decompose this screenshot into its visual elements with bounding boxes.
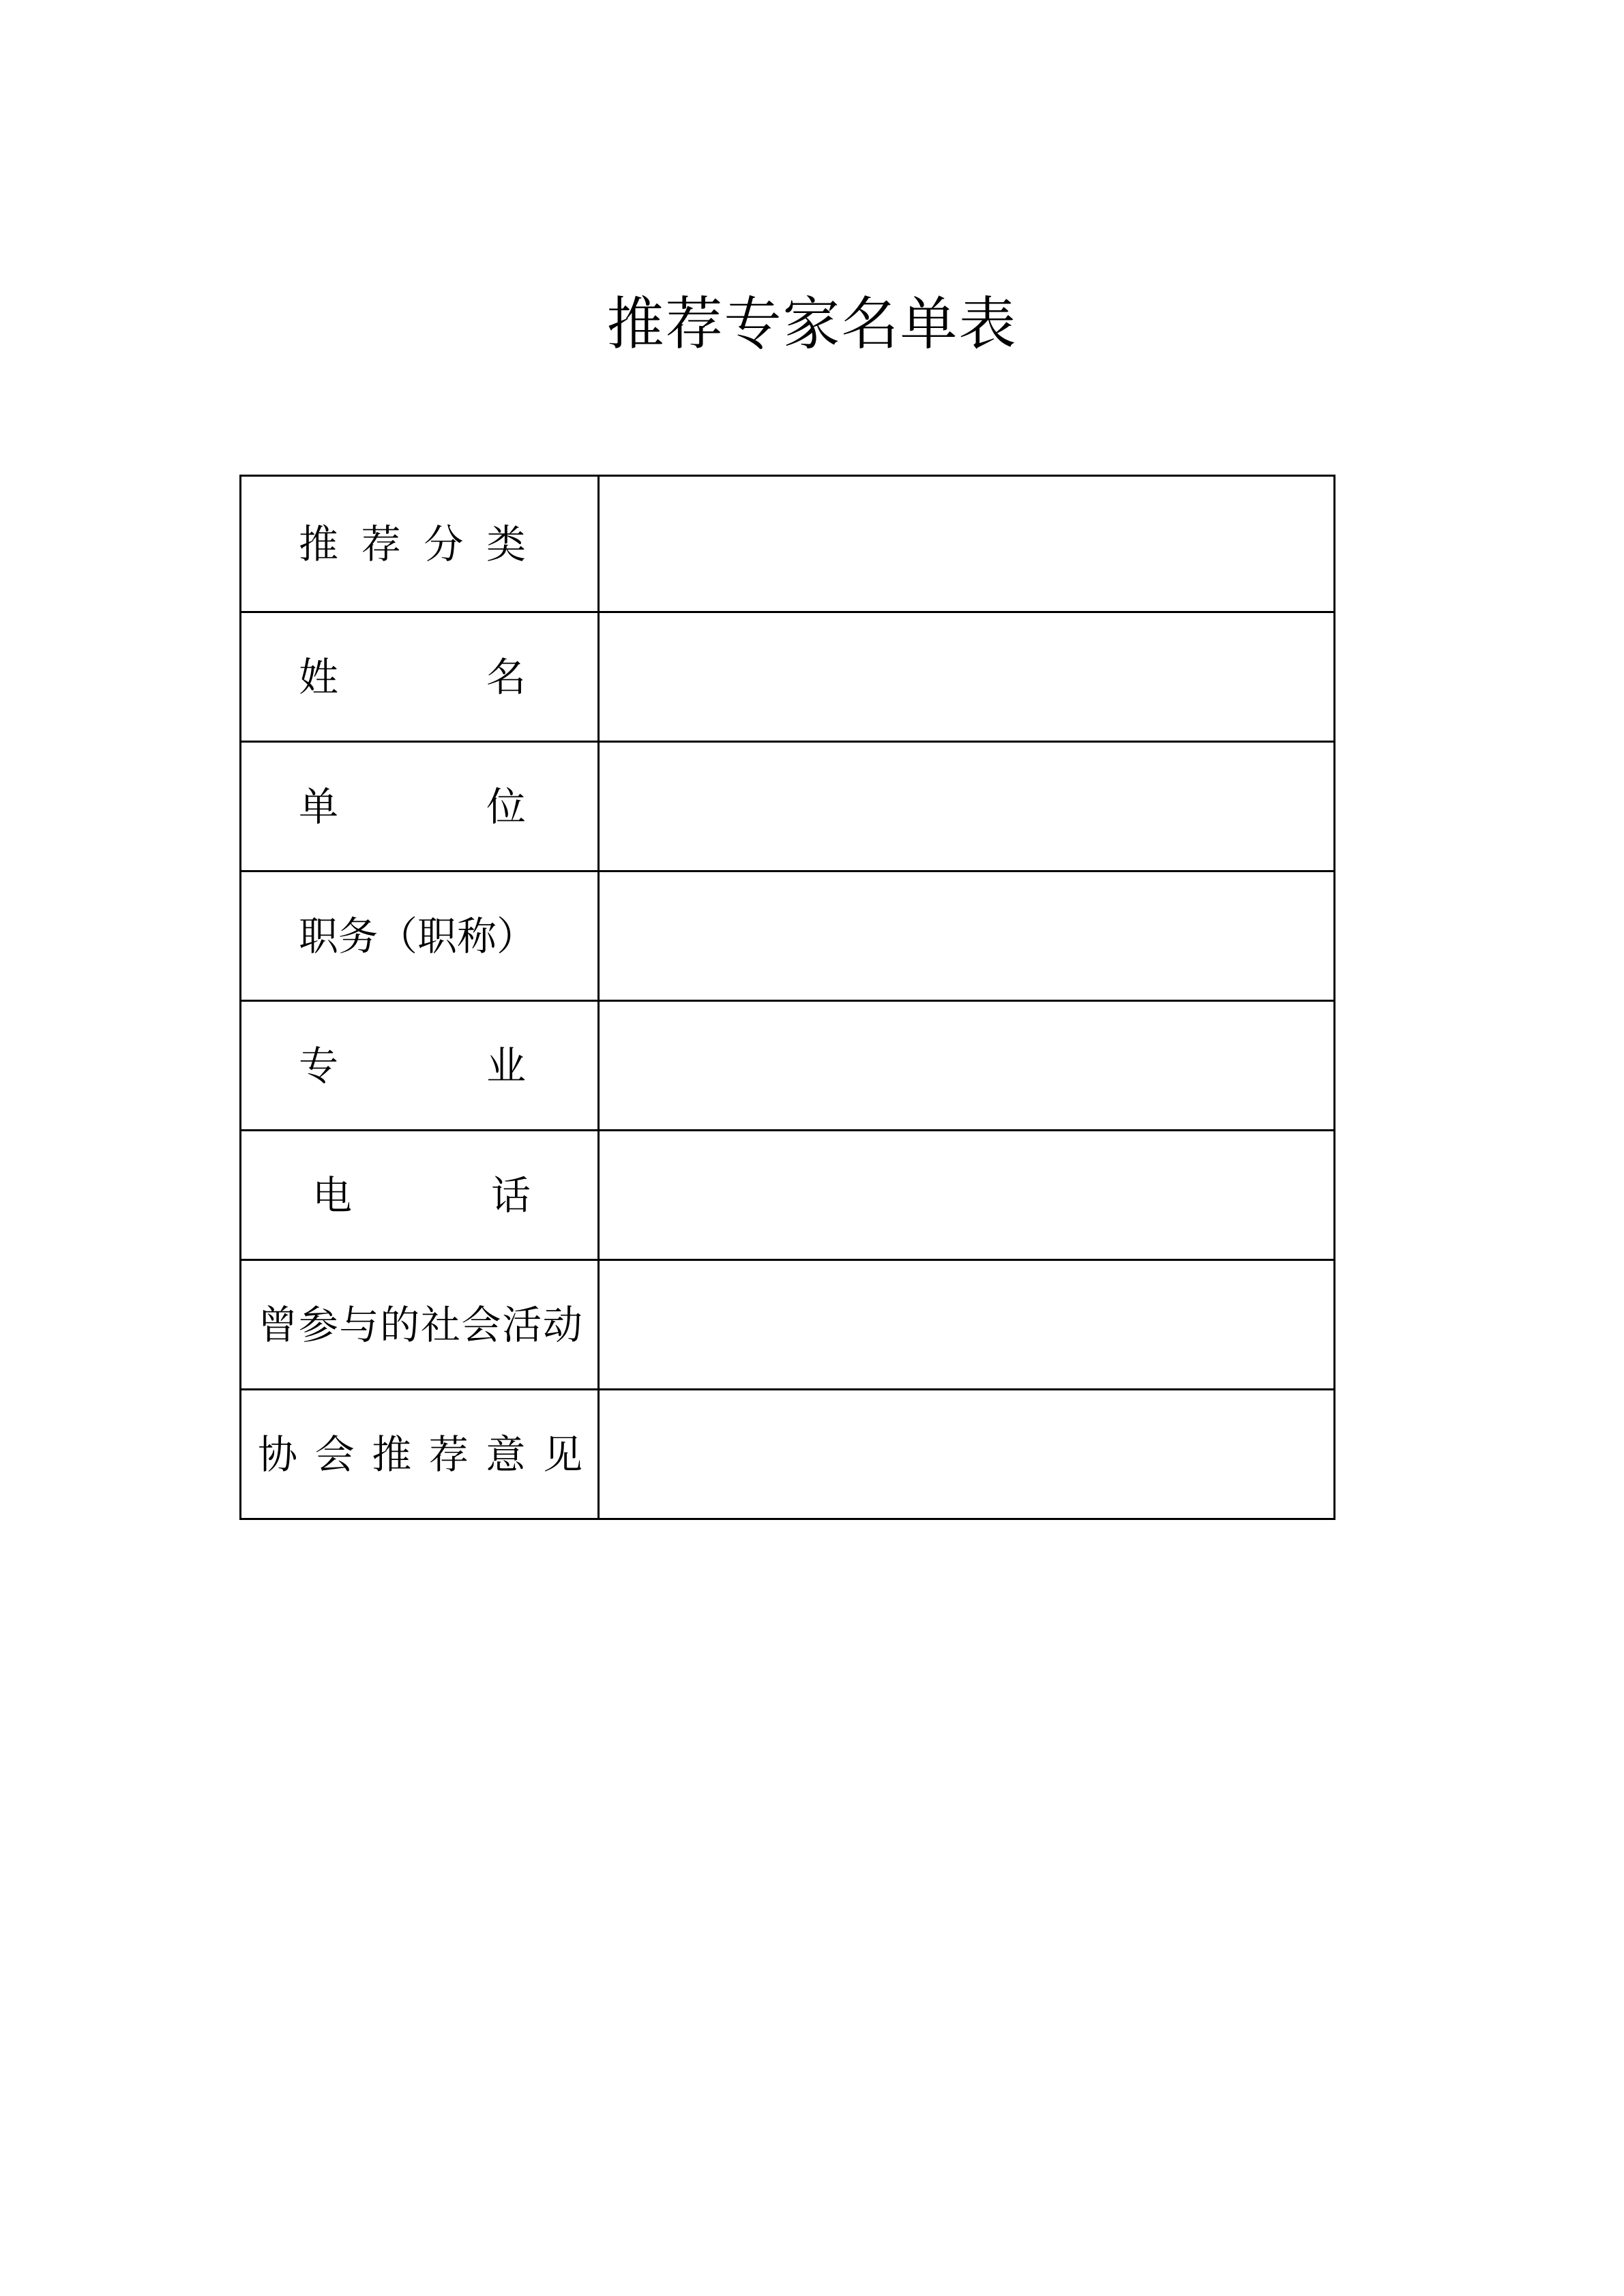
form-row-phone <box>241 1131 1335 1260</box>
phone-field[interactable] <box>599 1131 1335 1260</box>
label-char: 协 <box>258 1431 298 1478</box>
form-row-position <box>241 871 1335 1001</box>
label-char: 荐 <box>428 1431 469 1478</box>
label-char: 见 <box>542 1431 582 1478</box>
label-char: 意 <box>486 1431 526 1478</box>
row-label <box>241 612 599 742</box>
row-label-text: 职务（职称） <box>299 912 537 959</box>
row-label <box>241 742 599 871</box>
position-field[interactable] <box>599 871 1335 1001</box>
row-label <box>241 1260 599 1390</box>
form-row-association-opinion <box>241 1390 1335 1519</box>
row-label <box>241 871 599 1001</box>
label-char: 分 <box>424 520 464 567</box>
form-row-name <box>241 612 1335 742</box>
specialty-field[interactable] <box>599 1001 1335 1131</box>
association-opinion-field[interactable] <box>599 1390 1335 1519</box>
label-char: 推 <box>299 520 339 567</box>
label-char: 推 <box>372 1431 412 1478</box>
label-char: 荐 <box>361 520 401 567</box>
label-char: 专 <box>299 1042 339 1089</box>
label-char: 活 <box>502 1301 542 1348</box>
label-char: 动 <box>542 1301 582 1348</box>
label-char: 电 <box>312 1172 353 1219</box>
label-char: 名 <box>486 653 526 700</box>
label-char: 位 <box>486 783 526 830</box>
label-char: 类 <box>486 520 526 567</box>
form-row-organization <box>241 742 1335 871</box>
label-char: 业 <box>486 1042 526 1089</box>
name-field[interactable] <box>599 612 1335 742</box>
form-row-social-activities <box>241 1260 1335 1390</box>
form-row-specialty <box>241 1001 1335 1131</box>
label-char: 社 <box>420 1301 460 1348</box>
category-field[interactable] <box>599 476 1335 612</box>
label-char: 的 <box>380 1301 420 1348</box>
label-char: 单 <box>299 783 339 830</box>
page-title: 推荐专家名单表 <box>606 290 1018 357</box>
organization-field[interactable] <box>599 742 1335 871</box>
label-char: 会 <box>461 1301 501 1348</box>
row-label <box>241 1131 599 1260</box>
row-label <box>241 1001 599 1131</box>
label-char: 话 <box>490 1172 531 1219</box>
form-row-category <box>241 476 1335 612</box>
row-label <box>241 1390 599 1519</box>
label-char: 参 <box>298 1301 338 1348</box>
recommendation-form-table <box>239 475 1335 1520</box>
label-char: 姓 <box>299 653 339 700</box>
social-activities-field[interactable] <box>599 1260 1335 1390</box>
row-label <box>241 476 599 612</box>
label-char: 曾 <box>258 1301 298 1348</box>
label-char: 与 <box>339 1301 379 1348</box>
label-char: 会 <box>314 1431 355 1478</box>
